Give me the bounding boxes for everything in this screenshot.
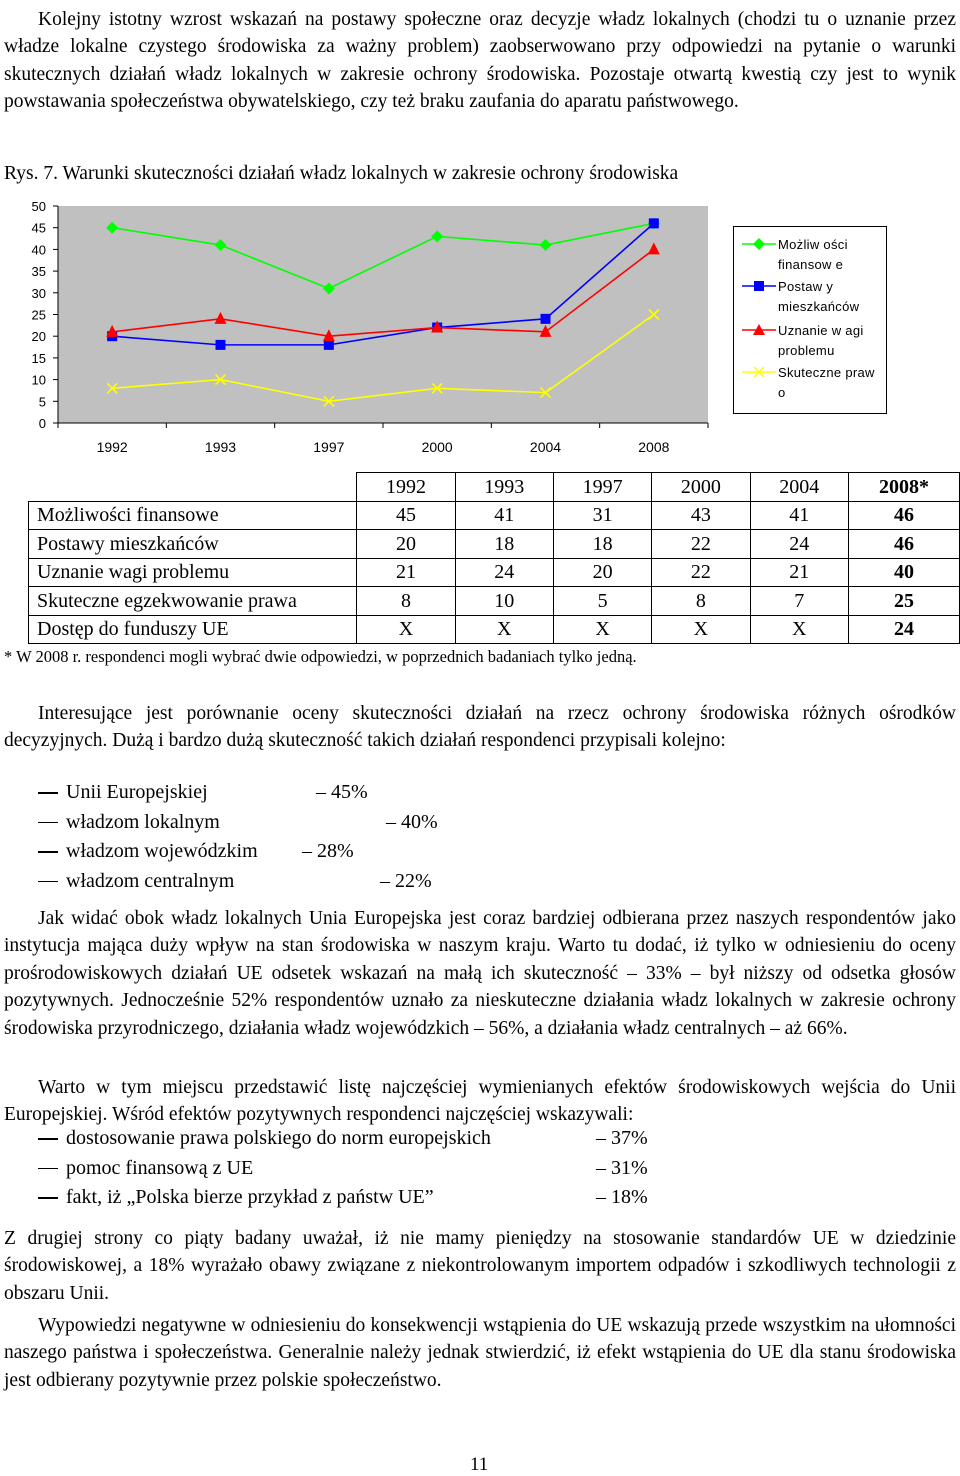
dash-bullet [38,1197,58,1199]
row-label: Postawy mieszkańców [29,530,357,559]
dash-bullet [38,1168,58,1170]
table-cell: 25 [848,587,959,616]
table-cell: 5 [553,587,651,616]
table-footnote: * W 2008 r. respondenci mogli wybrać dwie odpowiedzi, w poprzednich badaniach tylko jedną. [4,647,637,666]
table-row [29,530,960,559]
y-tick-label: 25 [31,307,46,323]
dash-bullet [38,851,58,853]
table-cell: 21 [357,558,455,587]
legend-label: Możliw ości finansow e [778,237,848,272]
list-item-text: władzom centralnym [66,869,235,892]
table-cell: 22 [652,530,750,559]
table-cell: X [750,615,848,644]
legend-label: Uznanie w agi problemu [778,323,864,358]
legend-marker-triangle [742,323,776,337]
table-cell: 18 [553,530,651,559]
data-point-square [541,314,551,324]
x-tick-label: 1997 [313,439,345,455]
table-header-cell: 2008* [848,473,959,502]
table-cell: 22 [652,558,750,587]
table-cell: 46 [848,530,959,559]
table-header-cell: 1993 [455,473,553,502]
x-tick-label: 1992 [96,439,128,455]
paragraph-conclusion: Wypowiedzi negatywne w odniesieniu do konsekwencji wstąpienia do UE wskazują przede wszystkim na ułomności naszego państwa i społeczeństwa. Generalnie należy jednak stwierdzić, iż efekt wstąpienia do UE dla stanu środowiska jest odbierany pozytywnie przez polskie społeczeństwo. [4,1314,956,1391]
list-item-value: – 31% [596,1156,648,1179]
row-label: Możliwości finansowe [29,501,357,530]
table-cell: 24 [848,615,959,644]
chart-legend [733,226,887,414]
y-tick-label: 0 [38,416,46,431]
y-tick-label: 10 [31,372,46,388]
list-item-value: – 40% [386,810,438,833]
line-chart [0,192,720,464]
y-tick-label: 15 [31,350,46,366]
legend-label: Skuteczne praw o [778,365,875,400]
paragraph-eu-perception: Jak widać obok władz lokalnych Unia Europejska jest coraz bardziej odbierana przez naszych respondentów jako instytucja mająca duży wpływ na stan środowiska w naszym kraju. Warto tu dodać, iż tylko w odniesieniu do oceny prośrodowiskowych działań UE odsetek wskazań na małą ich skuteczność – 33% – był niższy od odsetka głosów pozytywnych. Jednocześnie 52% respondentów uznało za nieskuteczne działania władz lokalnych w zakresie ochrony środowiska przyrodniczego, działania władz wojewódzkich – 56%, a działania władz centralnych – aż 66%. [4,907,956,1039]
table-cell: 40 [848,558,959,587]
list-item-text: dostosowanie prawa polskiego do norm europejskich [66,1127,491,1149]
table-cell: 43 [652,501,750,530]
table-cell: 46 [848,501,959,530]
legend-marker-x [742,365,776,379]
data-table [28,472,960,644]
table-row [29,501,960,530]
table-header-cell: 2004 [750,473,848,502]
legend-marker-square [742,279,776,293]
list-item-text: pomoc finansową z UE [66,1156,254,1179]
dash-bullet [38,822,58,824]
table-cell: 21 [750,558,848,587]
paragraph-concerns: Z drugiej strony co piąty badany uważał, iż nie mamy pieniędzy na stosowanie standardów UE w dziedzinie środowiskowej, a 18% wyrażało obawy związane z niekontrolowanym importem odpadów i szkodliwych technologii z obszaru Unii. [4,1227,956,1304]
y-tick-label: 5 [38,394,46,410]
table-cell: 20 [553,558,651,587]
intro-paragraph: Kolejny istotny wzrost wskazań na postawy społeczne oraz decyzje władz lokalnych (chodzi tu o uznanie przez władze lokalne czystego środowiska za ważny problem) zaobserwowano przy odpowiedzi na pytanie o warunki skutecznych działań władz lokalnych w zakresie ochrony środowiska. Pozostaje otwartą kwestią czy jest to wynik powstawania społeczeństwa obywatelskiego, czy też braku zaufania do aparatu państwowego. [4,8,956,112]
x-tick-label: 2004 [529,439,562,455]
table-cell: 18 [455,530,553,559]
table-cell: 24 [455,558,553,587]
y-tick-label: 35 [31,264,46,280]
y-tick-label: 30 [31,285,46,301]
table-header-cell: 2000 [652,473,750,502]
table-cell: 24 [750,530,848,559]
table-cell: X [455,615,553,644]
data-point-square [216,340,226,350]
table-cell: 7 [750,587,848,616]
table-cell: 10 [455,587,553,616]
table-cell: X [553,615,651,644]
table-header-row [29,473,960,502]
page-number: 11 [470,1454,489,1475]
table-cell: 41 [750,501,848,530]
legend-label: Postaw y mieszkańców [778,279,860,314]
table-cell: 20 [357,530,455,559]
data-point-square [649,218,659,228]
table-header-cell: 1997 [553,473,651,502]
legend-marker-diamond [742,237,776,251]
list-item-value: – 37% [596,1127,648,1149]
table-header-cell: 1992 [357,473,455,502]
x-tick-label: 1993 [204,439,237,455]
list-item-value: – 18% [596,1186,648,1208]
list-item-value: – 22% [380,869,432,892]
y-tick-label: 50 [31,199,46,214]
list-item-text: władzom wojewódzkim [66,840,258,862]
list-item-text: fakt, iż „Polska bierze przykład z państw UE” [66,1186,434,1208]
y-tick-label: 45 [31,220,46,236]
data-point-square [324,340,334,350]
list-item-value: – 45% [316,781,368,803]
figure-caption: Rys. 7. Warunki skuteczności działań władz lokalnych w zakresie ochrony środowiska [4,163,679,184]
dash-bullet [38,881,58,883]
list-item-text: Unii Europejskiej [66,781,208,803]
table-row [29,587,960,616]
dash-bullet [38,1138,58,1140]
y-tick-label: 40 [31,242,46,258]
row-label: Skuteczne egzekwowanie prawa [29,587,357,616]
table-cell: 41 [455,501,553,530]
table-cell: 8 [357,587,455,616]
y-tick-label: 20 [31,329,46,345]
row-label: Uznanie wagi problemu [29,558,357,587]
table-cell: X [652,615,750,644]
table-cell: 45 [357,501,455,530]
table-cell: 31 [553,501,651,530]
x-tick-label: 2008 [638,439,670,455]
table-row [29,558,960,587]
row-label: Dostęp do funduszy UE [29,615,357,644]
paragraph-effects: Warto w tym miejscu przedstawić listę najczęściej wymienianych efektów środowiskowych wejścia do Unii Europejskiej. Wśród efektów pozytywnych respondenci najczęściej wskazywali: [4,1076,956,1125]
table-cell: 8 [652,587,750,616]
table-row [29,615,960,644]
table-corner-cell [29,473,357,502]
x-tick-label: 2000 [421,439,453,455]
table-cell: X [357,615,455,644]
plot-area [58,206,708,423]
dash-bullet [38,792,58,794]
list-item-text: władzom lokalnym [66,810,220,833]
paragraph-comparison: Interesujące jest porównanie oceny skuteczności działań na rzecz ochrony środowiska różnych ośrodków decyzyjnych. Dużą i bardzo dużą skuteczność takich działań respondenci przypisali kolejno: [4,702,956,751]
list-item-value: – 28% [302,840,354,862]
